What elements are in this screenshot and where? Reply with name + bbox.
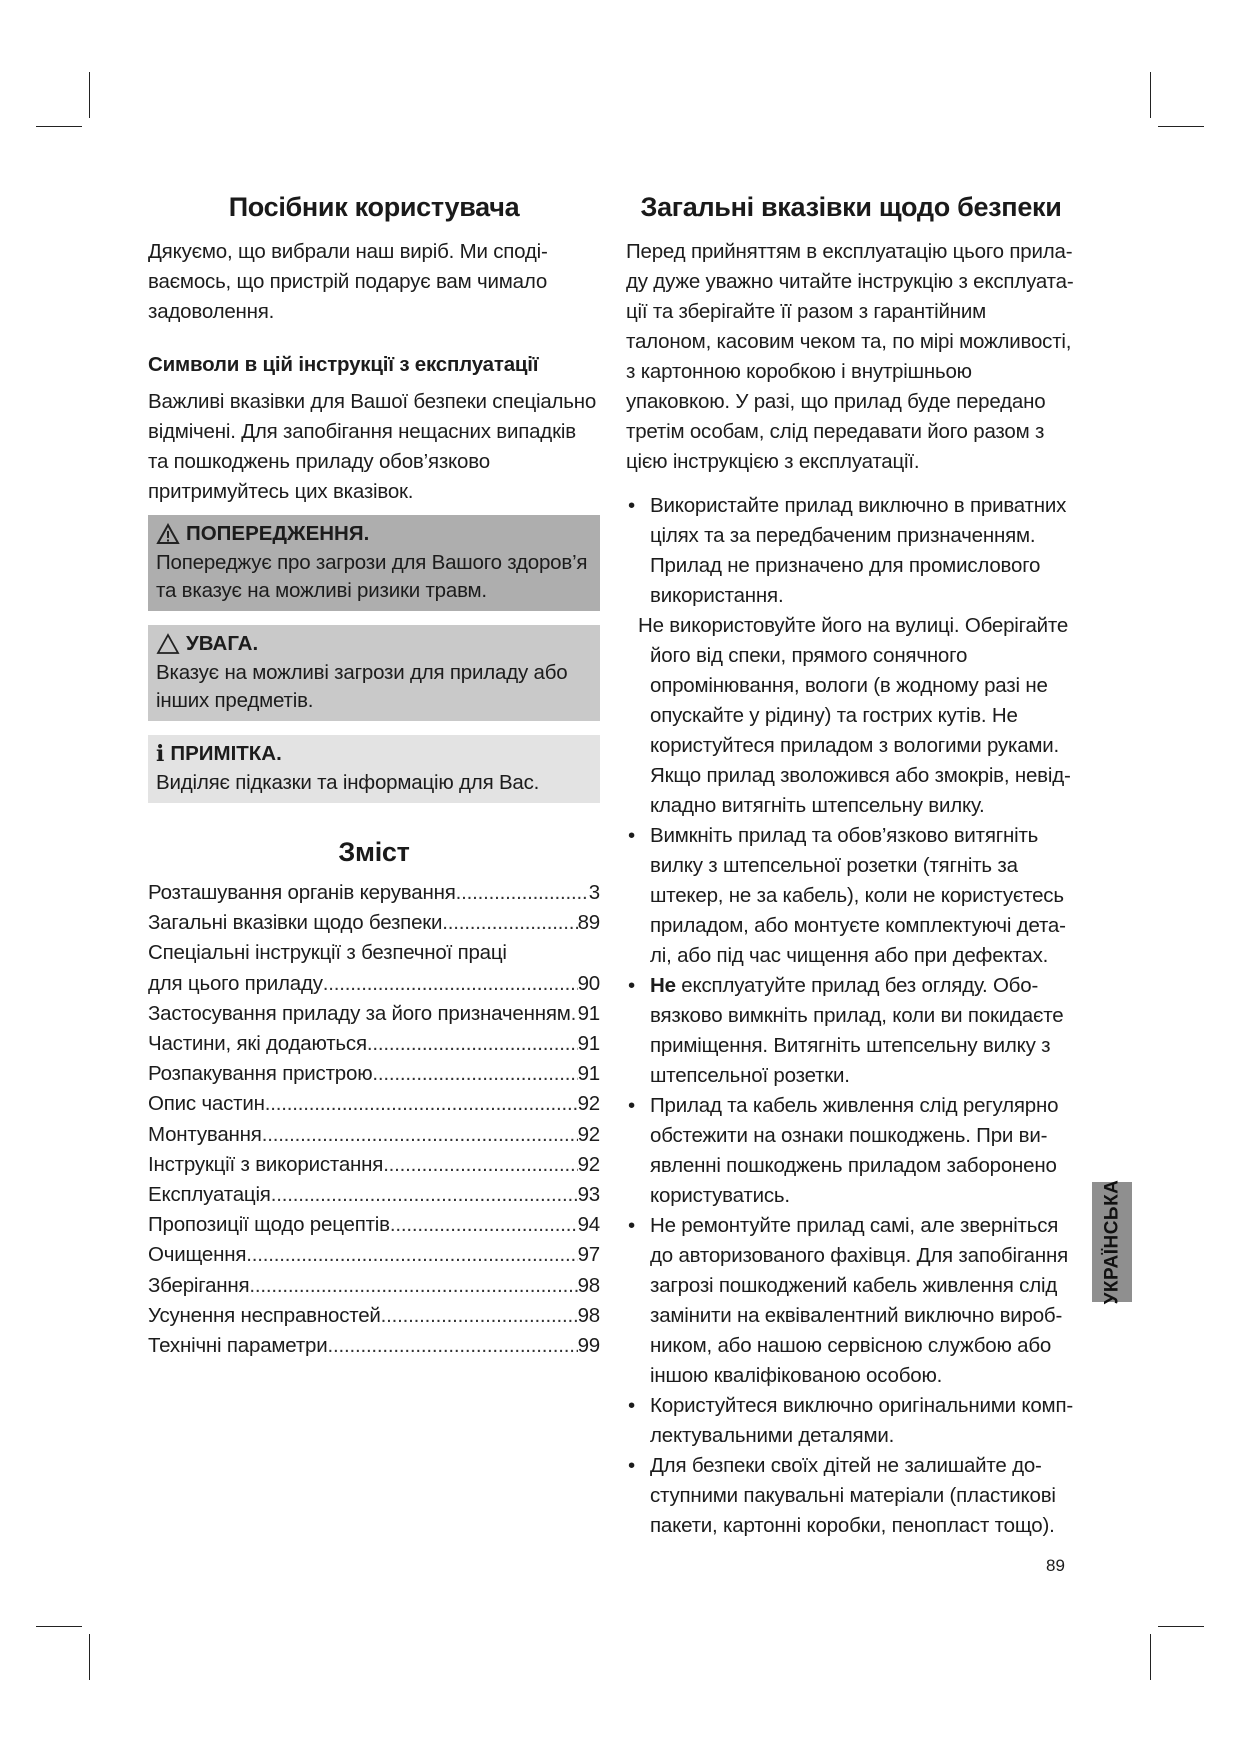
toc-row <box>148 1210 600 1240</box>
toc-leader <box>246 1240 577 1270</box>
toc-page: 92 <box>577 1152 600 1176</box>
toc-page: 98 <box>577 1273 600 1297</box>
toc-page: 92 <box>577 1092 600 1116</box>
crop-mark <box>1150 72 1151 118</box>
toc-leader <box>390 1210 578 1240</box>
toc-title: Опис частин <box>148 1092 265 1116</box>
toc-leader <box>383 1150 577 1180</box>
caution-box <box>148 625 600 721</box>
crop-mark <box>89 72 90 118</box>
toc-title: Монтування <box>148 1122 262 1146</box>
toc-row <box>148 1271 600 1301</box>
toc-title: Зберігання <box>148 1273 250 1297</box>
toc-page: 98 <box>577 1303 600 1327</box>
toc-leader <box>249 1271 577 1301</box>
toc-title: Усунення несправностей <box>148 1303 381 1327</box>
safety-bullet-text: Вимкніть прилад та обов’язково витягніть вилку з штепсельної розетки (тягніть за штекер, не за кабель), коли не користуєтесь приладом, або монтуєте комплектуючі деталі, або під час чищення або при дефектах. <box>650 824 1066 967</box>
toc-leader <box>372 1059 577 1089</box>
safety-bullet-text: Не ремонтуйте прилад самі, але зверніться до авторизованого фахівця. Для запобігання загрозі пошкоджений кабель живлення слід замінити на еквівалентний виключно виробником, або нашою сервісною службою або іншою кваліфікованою особою. <box>650 1214 1068 1387</box>
intro-text: Дякуємо, що вибрали наш виріб. Ми сподіваємось, що пристрій подарує вам чимало задоволення. <box>148 240 548 323</box>
crop-mark <box>1158 1626 1204 1627</box>
toc-row <box>148 1150 600 1180</box>
toc-title: Інструкції з використання <box>148 1152 384 1176</box>
safety-bullet-bold: Не <box>650 974 676 997</box>
toc-page: 97 <box>577 1243 600 1267</box>
safety-bullet-text: експлуатуйте прилад без огляду. Обовязково вимкніть прилад, коли ви покидаєте приміщення. Витягніть штепсельну вилку з штепсельної розетки. <box>650 974 1064 1087</box>
toc-leader <box>323 969 578 999</box>
crop-mark <box>89 1634 90 1680</box>
toc-leader <box>571 999 578 1029</box>
toc-row <box>148 999 600 1029</box>
crop-mark <box>36 126 82 127</box>
toc-row <box>148 1301 600 1331</box>
toc-leader <box>456 878 589 908</box>
toc-leader <box>271 1180 578 1210</box>
right-column <box>626 192 1076 1541</box>
language-tab <box>1092 1179 1132 1305</box>
toc-title: Частини, які додаються <box>148 1032 367 1056</box>
toc-row <box>148 1089 600 1119</box>
table-of-contents <box>148 878 600 1361</box>
safety-bullet-text: Для безпеки своїх дітей не залишайте доступними пакувальні матеріали (пластикові пакети, картонні коробки, пенопласт тощо). <box>650 1454 1056 1537</box>
toc-row <box>148 1059 600 1089</box>
safety-bullet <box>626 491 1076 611</box>
safety-list <box>626 491 1076 1541</box>
toc-page: 3 <box>588 881 600 904</box>
toc-page: 89 <box>577 911 600 935</box>
toc-title: Розпакування пристрою <box>148 1062 373 1086</box>
caution-title: УВАГА. <box>186 632 259 655</box>
toc-title: Експлуатація <box>148 1183 271 1207</box>
warning-triangle-icon <box>156 523 180 545</box>
safety-bullet-text: Користуйтеся виключно оригінальними комплектувальними деталями. <box>650 1394 1074 1447</box>
contents-title: Зміст <box>338 837 410 867</box>
safety-bullet <box>626 611 1076 821</box>
note-box <box>148 735 600 803</box>
toc-page: 91 <box>577 1001 600 1025</box>
crop-mark <box>1158 126 1204 127</box>
page-number: 89 <box>1046 1556 1065 1575</box>
safety-bullet <box>626 1391 1076 1451</box>
toc-page: 90 <box>577 971 600 995</box>
note-title: ПРИМІТКА. <box>170 742 282 765</box>
toc-leader <box>367 1029 578 1059</box>
note-text: Виділяє підказки та інформацію для Вас. <box>156 771 540 794</box>
warning-title: ПОПЕРЕДЖЕННЯ. <box>186 522 370 545</box>
toc-row <box>148 1120 600 1150</box>
toc-page: 99 <box>577 1334 600 1358</box>
symbols-heading: Символи в цій інструкції з експлуатації <box>148 353 539 376</box>
toc-title: Спеціальні інструкції з безпечної праці <box>148 941 507 965</box>
toc-title: Очищення <box>148 1243 247 1267</box>
toc-title: для цього приладу <box>148 971 323 995</box>
crop-mark <box>36 1626 82 1627</box>
symbols-text: Важливі вказівки для Вашої безпеки спеціально відмічені. Для запобігання нещасних випадків та пошкоджень приладу обов’язково притримуйтесь цих вказівок. <box>148 390 597 503</box>
caution-triangle-icon <box>156 633 180 655</box>
toc-row <box>148 969 600 999</box>
toc-leader <box>381 1301 578 1331</box>
toc-row <box>148 878 600 908</box>
safety-bullet-text: Прилад та кабель живлення слід регулярно обстежити на ознаки пошкоджень. При виявленні пошкоджень приладом заборонено користуватись. <box>650 1094 1059 1207</box>
toc-title: Розташування органів керування <box>148 881 456 904</box>
safety-bullet <box>626 1211 1076 1391</box>
toc-leader <box>262 1120 578 1150</box>
toc-page: 91 <box>577 1062 600 1086</box>
safety-bullet <box>626 821 1076 971</box>
safety-bullet <box>626 1091 1076 1211</box>
toc-row <box>148 908 600 938</box>
toc-page: 91 <box>577 1032 600 1056</box>
safety-bullet <box>626 1451 1076 1541</box>
toc-title: Технічні параметри <box>148 1334 328 1358</box>
crop-mark <box>1150 1634 1151 1680</box>
toc-row <box>148 1029 600 1059</box>
toc-row <box>148 1240 600 1270</box>
page-title: Посібник користувача <box>228 192 520 222</box>
safety-bullet-text: Використайте прилад виключно в приватних цілях та за передбаченим призначенням. Прилад не призначено для промислового використання. <box>650 494 1067 607</box>
toc-row <box>148 938 600 968</box>
toc-leader <box>442 908 577 938</box>
safety-intro: Перед прийняттям в експлуатацію цього приладу дуже уважно читайте інструкцію з експлуатації та зберігайте її разом з гарантійним талоном, касовим чеком та, по мірі можливості, з картонною коробкою і внутрішньою упаковкою. У разі, що прилад буде передано третім особам, слід передавати його разом з цією інструкцією з експлуатації. <box>626 240 1074 473</box>
toc-page: 94 <box>577 1213 600 1237</box>
toc-page: 93 <box>577 1183 600 1207</box>
warning-text: Попереджує про загрози для Вашого здоров’я та вказує на можливі ризики травм. <box>156 551 588 602</box>
toc-title: Застосування приладу за його призначенням <box>148 1001 571 1025</box>
caution-text: Вказує на можливі загрози для приладу або інших предметів. <box>156 661 568 712</box>
toc-row <box>148 1180 600 1210</box>
toc-leader <box>327 1331 577 1361</box>
language-tab-label: УКРАЇНСЬКА <box>1101 1179 1122 1305</box>
toc-page: 92 <box>577 1122 600 1146</box>
safety-bullet-text: Не використовуйте його на вулиці. Оберігайте його від спеки, прямого сонячного опромінювання, вологи (в жодному разі не опускайте у рідину) та гострих кутів. Не користуйтеся приладом з вологими руками. Якщо прилад зволожився або змокрів, невідкладно витягніть штепсельну вилку. <box>638 614 1071 817</box>
safety-bullet <box>626 971 1076 1091</box>
toc-leader <box>265 1089 578 1119</box>
safety-title: Загальні вказівки щодо безпеки <box>640 192 1062 222</box>
warning-box <box>148 515 600 611</box>
info-icon: i <box>156 741 165 767</box>
toc-row <box>148 1331 600 1361</box>
toc-title: Загальні вказівки щодо безпеки <box>148 911 443 935</box>
left-column <box>148 192 600 1361</box>
toc-title: Пропозиції щодо рецептів <box>148 1213 390 1237</box>
